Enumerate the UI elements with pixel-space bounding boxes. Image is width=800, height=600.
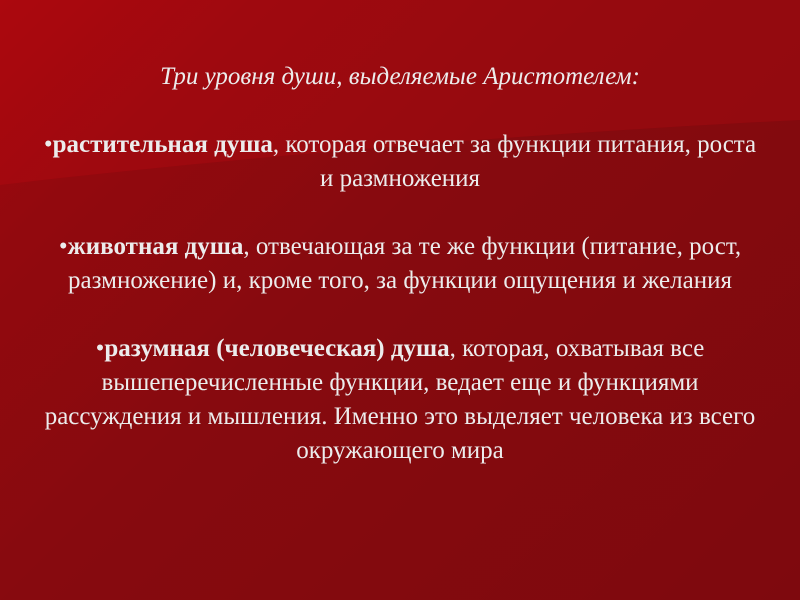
item-term: растительная душа: [52, 131, 273, 158]
item-text: , которая, охватывая все вышеперечисленные функции, ведает еще и функциями рассуждения и мышления. Именно это выделяет человека из всего окружающего мира: [44, 335, 756, 464]
item-text: , отвечающая за те же функции (питание, рост, размножение) и, кроме того, за функции ощущения и желания: [68, 233, 742, 294]
list-item-animal-soul: [40, 230, 760, 298]
slide-content: [40, 60, 760, 468]
bullet: •: [58, 233, 68, 260]
item-term: животная душа: [67, 233, 244, 260]
list-item-rational-soul: [40, 332, 760, 468]
list-item-vegetative-soul: [40, 128, 760, 196]
item-term: разумная (человеческая) душа: [104, 335, 450, 362]
slide-heading: Три уровня души, выделяемые Аристотелем:: [160, 63, 640, 90]
bullet: •: [95, 335, 105, 362]
item-text: , которая отвечает за функции питания, роста и размножения: [272, 131, 757, 192]
bullet: •: [43, 131, 53, 158]
